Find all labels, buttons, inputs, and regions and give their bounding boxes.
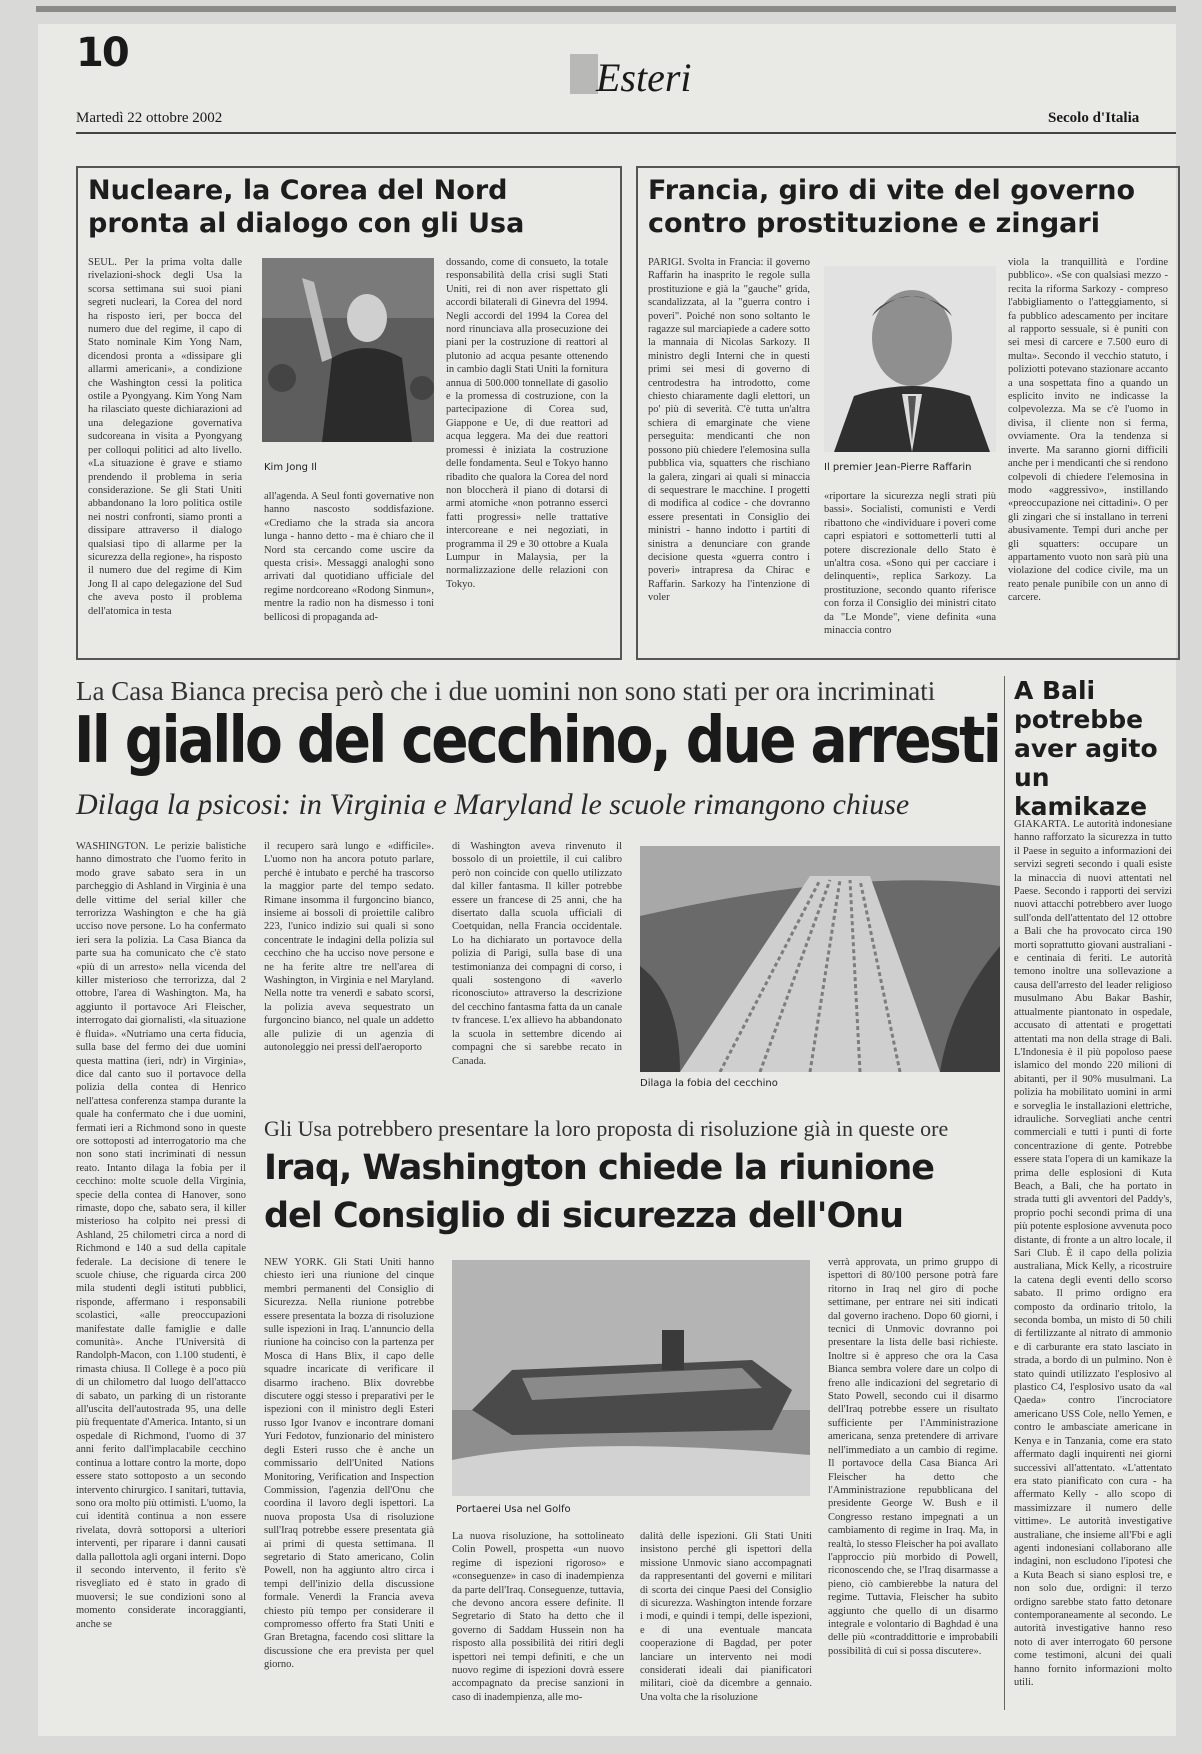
highway-photo-caption: Dilaga la fobia del cecchino [640, 1078, 778, 1089]
iraq-column-2: La nuova risoluzione, ha sottolineato Colin Powell, prospetta «un nuovo regime di ispezioni rigoroso» e «conseguenze» in caso di inadempienza da parte dell'Iraq. Conseguenze, tuttavia, che devono ancora essere definite. Il Segretario di Stato ha detto che il governo di Saddam Hussein non ha risposto alla possibilità dei ritiri degli ispettori nei tempi definiti, e che un nuovo regime di ispezioni dovrà essere accompagnato da precise sanzioni in caso di inadempienza, alle mo- [452, 1531, 624, 1703]
france-headline-line2: contro prostituzione e zingari [648, 208, 1100, 239]
korea-column-1: SEUL. Per la prima volta dalle rivelazioni-shock degli Usa la scorsa settimana sui suoi piani segreti nucleari, la Corea del nord ha risposto ieri, per bocca del numero due del regime, il capo di Stato nominale Kim Yong Nam, dicendosi pronta a «dissipare gli allarmi americani», a condizione che Washington cessi la politica ostile a Pyongyang. Kim Yong Nam ha rilasciato queste dichiarazioni ad una delegazione governativa sudcoreana in visita a Pyongyang per colloqui politici ad alto livello. «La situazione è grave e stiamo prendendo il problema in seria considerazione. Se gli Stati Uniti abbandonano la loro politica ostile nei nostri confronti, siamo pronti a dissipare attraverso il dialogo qualsiasi tipo di allarme per la sicurezza della regione», ha risposto il numero due del regime di Kim Jong Il al capo delegazione del Sud che aveva posto il problema dell'atomica in testa [88, 257, 242, 617]
bali-headline [1014, 676, 1174, 821]
korea-column-3: dossando, come di consueto, la totale responsabilità della crisi sugli Stati Uniti, rei di non aver rispettato gli accordi bilaterali di Ginevra del 1994. Negli accordi del 1994 la Corea del nord rinunciava alla prosecuzione dei piani per la costruzione di reattori al plutonio ad acqua pesante ottenendo in cambio dagli Stati Uniti la fornitura annua di 500.000 tonnellate di gasolio e la promessa di costruzione, con la partecipazione di Corea sud, Giappone e Ue, di due reattori ad acqua leggera. Ma dei due reattori promessi è iniziata la costruzione delle fondamenta. Seul e Tokyo hanno ribadito che qualora la Corea del nord non bloccherà il piano di dotarsi di armi atomiche «non potranno esserci fatti progressi» nelle trattative intercoreane e nei negoziati, in programma il 29 e 30 ottobre a Kuala Lumpur in Malaysia, per la normalizzazione delle relazioni con Tokyo. [446, 257, 608, 590]
section-title: Esteri [596, 55, 692, 100]
iraq-column-3: dalità delle ispezioni. Gli Stati Uniti insistono perché gli ispettori della missione Unmovic siano accompagnati da rappresentanti del governi e militari di scorta dei cinque Paesi del Consiglio di sicurezza. Washington intende forzare i modi, e quindi i tempi, delle ispezioni, e di una eventuale mancata cooperazione di Bagdad, per poter lanciare un intervento nei modi considerati ideali dai pianificatori militari, cioè da dicembre a gennaio. Una volta che la risoluzione [640, 1531, 812, 1703]
newspaper-name: Secolo d'Italia [1048, 110, 1140, 126]
france-photo-caption: Il premier Jean-Pierre Raffarin [824, 462, 972, 473]
korea-headline-line1: Nucleare, la Corea del Nord [88, 175, 508, 206]
iraq-headline [264, 1144, 934, 1240]
iraq-column-4: verrà approvata, un primo gruppo di ispettori di 80/100 persone potrà fare ritorno in Iraq nel giro di poche settimane, per entrare nei siti indicati dal governo iracheno. Dopo 60 giorni, i tecnici di Unmovic dovranno poi presentare la lista delle basi richieste. Inoltre si è appreso che ora la Casa Bianca sembra volere dare un colpo di freno alle indicazioni del segretario di Stato Powell, secondo cui il disarmo dell'Iraq potrebbe essere un risultato sufficiente per l'Amministrazione americana, senza pretendere di arrivare nell'immediato a un cambio di regime. Il portavoce della Casa Bianca Ari Fleischer ha detto che l'Amministrazione repubblicana del presidente George W. Bush e il Congresso restano impegnati a un cambiamento di regime in Iraq. Ma, in realtà, lo stesso Fleischer ha poi avallato l'approccio più morbido di Powell, riconoscendo che, se l'Iraq disarmasse a pieno, ciò cambierebbe la natura del regime. Tuttavia, Fleischer ha subito aggiunto che quello di un disarmo integrale e volontario di Baghdad è una delle più «contraddittorie e improbabili possibilità di cui si possa discutere». [828, 1257, 998, 1657]
korea-headline-line2: pronta al dialogo con gli Usa [88, 208, 525, 239]
highway-photo [640, 846, 1000, 1072]
france-headline-line1: Francia, giro di vite del governo [648, 175, 1136, 206]
sniper-column-3: di Washington aveva rinvenuto il bossolo di un proiettile, il cui calibro però non coincide con quello utilizzato dal killer fantasma. Il killer potrebbe essere un francese di 25 anni, che ha disertato dalla scuola ufficiali di Coetquidan, nella Francia occidentale. Lo ha dichiarato un portavoce della polizia di Parigi, sulla base di una testimonianza dei compagni di corso, i quali sostengono di «averlo riconosciuto» attraverso la descrizione del cecchino fantasma fatta da un canale tv francese. L'ex allievo ha abbandonato la scuola in settembre dicendo ai compagni che si sarebbe recato in Canada. [452, 841, 622, 1067]
kim-jong-il-image [262, 258, 434, 442]
kim-jong-il-photo [262, 258, 434, 442]
iraq-headline-line1: Iraq, Washington chiede la riunione [264, 1148, 934, 1188]
korea-column-2: all'agenda. A Seul fonti governative non hanno nascosto soddisfazione. «Crediamo che la strada sia ancora lunga - hanno detto - ma è chiaro che il Nord sta cercando come uscire da questa crisi». Messaggi analoghi sono arrivati dal quotidiano ufficiale del regime nordcoreano «Rodong Sinmun», mentre la radio non ha dismesso i toni bellicosi di propaganda ad- [264, 491, 434, 623]
aircraft-carrier-photo [452, 1260, 810, 1496]
sniper-column-1: WASHINGTON. Le perizie balistiche hanno dimostrato che l'uomo ferito in modo grave sabato sera in un parcheggio di Ashland in Virginia è una delle vittime del serial killer che terrorizza Washington e che ha già ucciso nove persone. Lo ha confermato ieri sera la polizia. La Casa Bianca da parte sua ha comunicato che c'è stato «più di un arresto» nella vicenda del killer misterioso che terrorizza, dal 2 ottobre, l'area di Washington. Ma, ha aggiunto il portavoce Ari Fleischer, interrogato dai giornalisti, «la situazione è fluida». «Nutriamo una certa fiducia, sulla base del fermo dei due uomini questa mattina (ieri, ndr) in Virginia», dice dal canto suo il portavoce della polizia della contea di Henrico nell'attesa conferenza stampa durante la quale ha confermato che i due uomini, fermati ieri a Richmond sono in queste ore sottoposti ad interrogatorio ma che non sono stati incriminati di nessun reato. Intanto dilaga la fobia per il cecchino: molte scuole della Virginia, specie della contea di Hanover, sono rimaste, dopo che, sabato sera, il killer misterioso ha colpito nei pressi di Ashland, 25 chilometri circa a nord di Richmond e 140 a sud della capitale federale. La decisione di tenere le scuole chiuse, che riguarda circa 200 mila studenti degli istituti pubblici, risponde, affermano i responsabili scolastici, «alle preoccupazioni manifestate dalle famiglie e dalle comunità». Anche l'Università di Randolph-Macon, con 1.100 studenti, è rimasta chiusa. Il College è a poco più di un chilometro dal luogo dell'attacco di sabato, un parking di un ristorante all'uscita dell'autostrada 95, una delle più frequentate d'America. Intanto, si un ospedale di Richmond, l'uomo di 37 anni ferito dall'implacabile cecchino continua a lottare contro la morte, dopo essere stato sottoposto a un secondo intervento chirurgico. I sanitari, tuttavia, sono ora molto più ottimisti. L'uomo, la cui identità continua a non essere rivelata, dovrà sottoporsi a ulteriori interventi, per riparare i danni causati dalla pallottola agli organi interni. Dopo il secondo intervento, il ferito s'è risvegliato ed è stato in grado di muoversi; le sue condizioni sono al momento considerate incoraggianti, anche se [76, 841, 246, 1630]
korea-photo-caption: Kim Jong Il [264, 462, 317, 473]
sniper-column-2: il recupero sarà lungo e «difficile». L'uomo non ha ancora potuto parlare, perché è intubato e perché ha trascorso la maggior parte del tempo sedato. Rimane insomma il furgoncino bianco, insieme ai bossoli di proiettile calibro 223, l'unico indizio sui quali si sono concentrate le indagini della polizia sul cecchino che ha ucciso nove persone e ne ha ferite altre tre nell'area di Washington, in Virginia e nel Maryland. Nella notte tra venerdì e sabato scorsi, la polizia aveva sequestrato un furgoncino bianco, nel quale un addetto alle pulizie di un agenzia di autonoleggio nei pressi dell'aeroporto [264, 841, 434, 1054]
raffarin-image [824, 266, 996, 452]
france-column-1: PARIGI. Svolta in Francia: il governo Raffarin ha inasprito le regole sulla prostituzione e già la "gauche" grida, scandalizzata, al la "guerra contro i poveri". Poiché non sono soltanto le ragazze sul marciapiede a cadere sotto la mannaia di Nicolas Sarkozy. Il ministro degli Interni che in questi primi sei mesi di governo di centrodestra ha introdotto, come chiesto chiaramente dagli elettori, un po' più di severità. C'è tutta un'altra schiera di emarginate che viene perseguita: mendicanti che non possono più chiedere l'elemosina sulla pubblica via, squatters che rischiano la galera, zingari ai quali si minaccia di sequestrare le macchine. I progetti di modifica al codice - che dovranno essere presentati in Consiglio dei ministri - hanno indotto i partiti di sinistra a denunciare con grande decisione questa «guerra contro i poveri» intrapresa da Chirac e Raffarin. Sarkozy ha l'intenzione di voler [648, 257, 810, 604]
france-column-2: «riportare la sicurezza negli strati più bassi». Socialisti, comunisti e Verdi ribattono che «individuare i poveri come capri espiatori e sottometterli tutti al potere discrezionale dello Stato è un'altra cosa. «Sono qui per cacciare i delinquenti», replica Sarkozy. La prostituzione, secondo quanto riferisce con forza il Consiglio dei ministri citato da "Le Monde", viene definita «una minaccia contro [824, 491, 996, 637]
header-rule [76, 132, 1176, 134]
carrier-photo-caption: Portaerei Usa nel Golfo [456, 1504, 571, 1515]
aircraft-carrier-image [452, 1260, 810, 1496]
sniper-kicker: La Casa Bianca precisa però che i due uomini non sono stati per ora incriminati [76, 676, 936, 706]
highway-traffic-image [640, 846, 1000, 1072]
page-number: 10 [76, 30, 128, 76]
bali-column: GIAKARTA. Le autorità indonesiane hanno rafforzato la sicurezza in tutto il Paese in seguito a informazioni dei servizi segreti secondo i quali esiste la minaccia di nuovi attentati nel Paese. Secondo i rapporti dei servizi nuovi attacchi potrebbero aver luogo sull'onda dell'attentato del 12 ottobre a Bali che ha provocato circa 190 morti soprattutto giovani australiani - e centinaia di feriti. Le autorità temono inoltre una sollevazione a causa dell'arresto del leader religioso musulmano Abu Bakar Bashir, attualmente piantonato in ospedale, accusato di attentati e progettati attentati ma non della strage di Bali. L'Indonesia è il più popoloso paese islamico del mondo 220 milioni di abitanti, per il 90% musulmani. La polizia ha mobilitato uomini in armi e sorveglia le installazioni elettriche, idrauliche. Sorvegliati anche centri commerciali e tutti i punti di forte concentrazione di gente. Potrebbe essere stata l'opera di un kamikaze la prima delle esplosioni di Kuta Beach, a Bali, che ha portato in strada tutti gli avventori del Paddy's, proprio pochi secondi prima di una più potente esplosione avvenuta poco distante, di fronte a un altro locale, il Sari Club. È il capo della polizia australiana, Mick Kelly, a ricostruire la catena degli eventi dello scorso sabato. Il primo ordigno era composto da ordinario tritolo, la seconda bomba, un misto di 50 chili di fertilizzante al nitrato di ammonio e di carburante era stato lasciato in strada, a bordo di un pulmino. Non è stato quindi utilizzato l'esplosivo al plastico C4, l'esplosivo usato da «al Qaeda» contro l'incrociatore americano USS Cole, nello Yemen, e contro le ambasciate americane in Kenya e in Tanzania, come era stato affermato dagli inquirenti nei giorni successivi all'attentato. «L'attentato era stato pianificato con cura - ha affermato Kelly - allo scopo di massimizzare il numero delle vittime». Le autorità investigative australiane, che insieme all'Fbi e agli agenti indonesiani collaborano alle indagini, non escludono l'ipotesi che a Kuta Beach si siano esplosi tre, e non solo due, ordigni: il terzo ordigno sarebbe stato fatto detonare contemporaneamente al secondo. Le autorità investigative hanno reso noto di aver interrogato 60 persone come testimoni, alcuni dei quali hanno fornito informazioni molto utili. [1014, 819, 1172, 1688]
section-logo-block [570, 54, 598, 94]
france-column-3: viola la tranquillità e l'ordine pubblico». «Se con qualsiasi mezzo - recita la riforma Sarkozy - compreso l'abbigliamento o l'atteggiamento, si fa pubblico adescamento per incitare al rapporto sessuale, si è puniti con sei mesi di carcere e 7.500 euro di multa». Secondo il vecchio statuto, i poliziotti potevano stazionare accanto a una sospettata fino a quando un esplicito invito ne indicasse la colpevolezza. Ma se c'è l'uomo in divisa, il cliente non si ferma, ovviamente. Ora la tendenza si inverte. Ma saranno giorni difficili anche per i mendicanti che si rendono colpevoli di chiedere l'elemosina in modo «aggressivo», instillando «preoccupazione nei cittadini». O per gli zingari che si installano in terreni abusivamente. Tempi duri anche per gli squatters: occupare un appartamento vuoto non sarà più una violazione del codice civile, ma un reato penale punibile con un anno di carcere. [1008, 257, 1168, 604]
bali-headline-line1: A Bali [1014, 676, 1096, 705]
iraq-kicker: Gli Usa potrebbero presentare la loro proposta di risoluzione già in queste ore [264, 1116, 949, 1141]
bali-headline-line2: potrebbe [1014, 705, 1144, 734]
sniper-headline: Il giallo del cecchino, due arresti [74, 704, 1000, 778]
iraq-headline-line2: del Consiglio di sicurezza dell'Onu [264, 1196, 904, 1236]
raffarin-photo [824, 266, 996, 452]
top-rule [36, 6, 1176, 12]
korea-headline [88, 174, 608, 240]
sniper-subheadline: Dilaga la psicosi: in Virginia e Maryland le scuole rimangono chiuse [76, 788, 910, 821]
iraq-column-1: NEW YORK. Gli Stati Uniti hanno chiesto ieri una riunione del cinque membri permanenti del Consiglio di Sicurezza. Nella riunione potrebbe essere presentata la bozza di risoluzione sulle ispezioni in Iraq. L'annuncio della riunione ha coinciso con la partenza per Mosca di Hans Blix, il capo delle squadre incaricate di verificare il disarmo iracheno. Blix dovrebbe discutere oggi stesso i preparativi per le ispezioni con il ministro degli Esteri russo Igor Ivanov e incontrare domani Yuri Fedotov, funzionario del ministero degli Esteri russo che è anche un commissario dell'United Nations Monitoring, Verification and Inspection Commission, l'agenzia dell'Onu che coordina il lavoro degli ispettori. La nuova proposta Usa di risoluzione sull'Iraq potrebbe essere presentata già ai primi di questa settimana. Il segretario di Stato americano, Colin Powell, non ha aggiunto altro circa i tempi dell'inizio della discussione formale. Venerdì la Francia aveva chiesto più tempo per considerare il compromesso offerto fra Stati Uniti e Gran Bretagna, facendo così slittare la discussione che era prevista per quel giorno. [264, 1257, 434, 1671]
bali-headline-line3: aver agito [1014, 734, 1158, 763]
france-headline [648, 174, 1168, 240]
issue-date: Martedì 22 ottobre 2002 [76, 110, 223, 126]
bali-headline-line4: un kamikaze [1014, 763, 1148, 821]
bali-column-divider [1004, 676, 1005, 1710]
